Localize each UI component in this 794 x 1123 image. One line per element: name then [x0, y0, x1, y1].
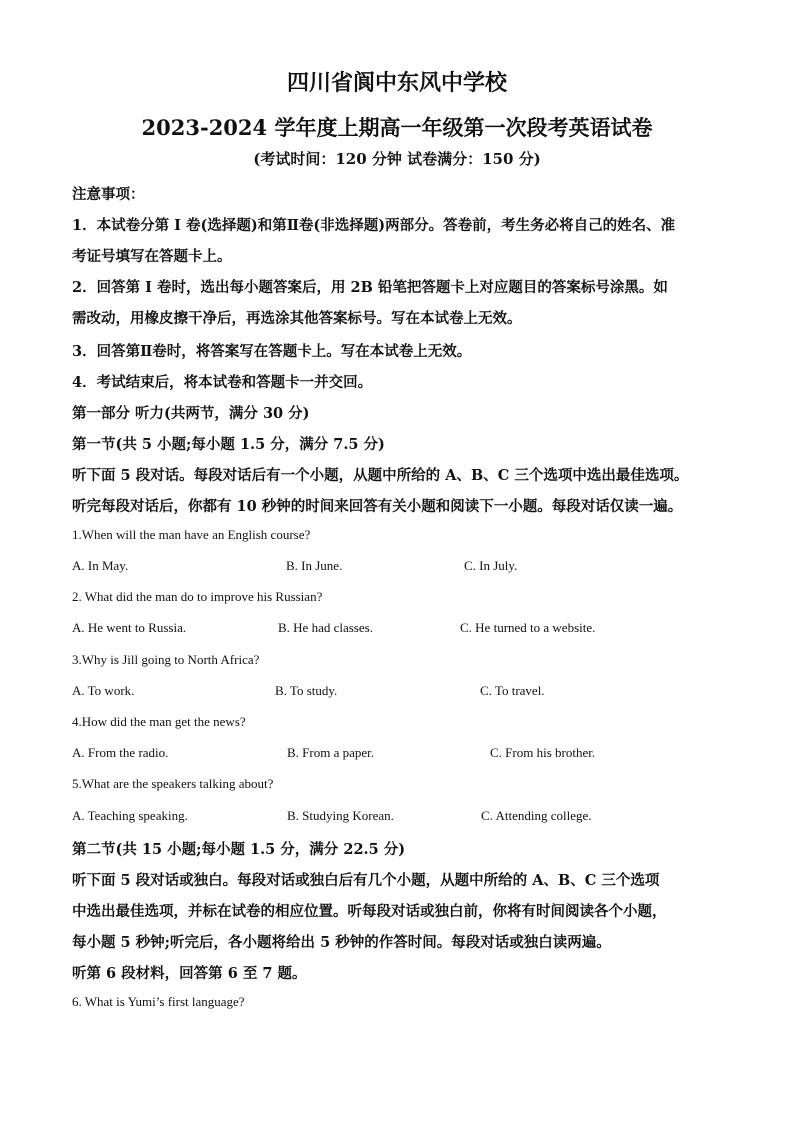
- option-c: C. Attending college.: [481, 808, 592, 823]
- part1-heading: 第一部分 听力(共两节，满分 30 分): [72, 405, 310, 422]
- exam-title: 2023-2024 学年度上期高一年级第一次段考英语试卷: [141, 115, 653, 140]
- section2-heading: 第二节(共 15 小题;每小题 1.5 分，满分 22.5 分): [72, 841, 406, 858]
- option-b: B. In June.: [286, 558, 343, 573]
- school-title: 四川省阆中东风中学校: [286, 70, 507, 96]
- note-line: 2．回答第 I 卷时，选出每小题答案后，用 2B 铅笔把答题卡上对应题目的答案标号涂黑。如: [72, 279, 668, 296]
- section2-instructions: 中选出最佳选项，并标在试卷的相应位置。听每段对话或独白前，你将有时间阅读各个小题，: [72, 903, 667, 920]
- section1-instructions: 听下面 5 段对话。每段对话后有一个小题，从题中所给的 A、B、C 三个选项中选出最佳选项。: [72, 467, 689, 484]
- option-c: C. From his brother.: [490, 745, 596, 760]
- option-c: C. To travel.: [480, 683, 545, 698]
- note-line: 3．回答第Ⅱ卷时，将答案写在答题卡上。写在本试卷上无效。: [72, 343, 472, 360]
- option-a: A. He went to Russia.: [72, 620, 187, 635]
- option-a: A. To work.: [72, 683, 135, 698]
- option-b: B. To study.: [275, 683, 338, 698]
- notes-heading: 注意事项：: [72, 186, 145, 203]
- note-line: 4．考试结束后，将本试卷和答题卡一并交回。: [72, 374, 373, 391]
- option-b: B. He had classes.: [278, 620, 373, 635]
- section2-instructions: 听下面 5 段对话或独白。每段对话或独白后有几个小题，从题中所给的 A、B、C 三个选项: [72, 872, 660, 889]
- option-a: A. From the radio.: [72, 745, 169, 760]
- question-5: 5.What are the speakers talking about?: [72, 776, 274, 791]
- option-c: C. In July.: [464, 558, 518, 573]
- material-intro: 听第 6 段材料，回答第 6 至 7 题。: [72, 965, 307, 982]
- question-6: 6. What is Yumi’s first language?: [72, 994, 245, 1009]
- question-4: 4.How did the man get the news?: [72, 714, 246, 729]
- question-2: 2. What did the man do to improve his Russian?: [72, 589, 323, 604]
- option-b: B. Studying Korean.: [287, 808, 394, 823]
- exam-info: (考试时间：120 分钟 试卷满分：150 分): [253, 150, 541, 168]
- option-a: A. In May.: [72, 558, 129, 573]
- section1-heading: 第一节(共 5 小题;每小题 1.5 分，满分 7.5 分): [72, 436, 385, 453]
- option-a: A. Teaching speaking.: [72, 808, 188, 823]
- question-3: 3.Why is Jill going to North Africa?: [72, 652, 260, 667]
- option-b: B. From a paper.: [287, 745, 375, 760]
- question-1: 1.When will the man have an English course?: [72, 527, 311, 542]
- section2-instructions: 每小题 5 秒钟;听完后，各小题将给出 5 秒钟的作答时间。每段对话或独白读两遍。: [72, 934, 611, 951]
- note-line: 需改动，用橡皮擦干净后，再选涂其他答案标号。写在本试卷上无效。: [72, 310, 522, 327]
- note-line: 考证号填写在答题卡上。: [72, 248, 232, 265]
- section1-instructions: 听完每段对话后，你都有 10 秒钟的时间来回答有关小题和阅读下一小题。每段对话仅读一遍。: [72, 498, 683, 515]
- note-line: 1．本试卷分第 I 卷(选择题)和第Ⅱ卷(非选择题)两部分。答卷前，考生务必将自己的姓名、准: [72, 217, 676, 234]
- option-c: C. He turned to a website.: [460, 620, 596, 635]
